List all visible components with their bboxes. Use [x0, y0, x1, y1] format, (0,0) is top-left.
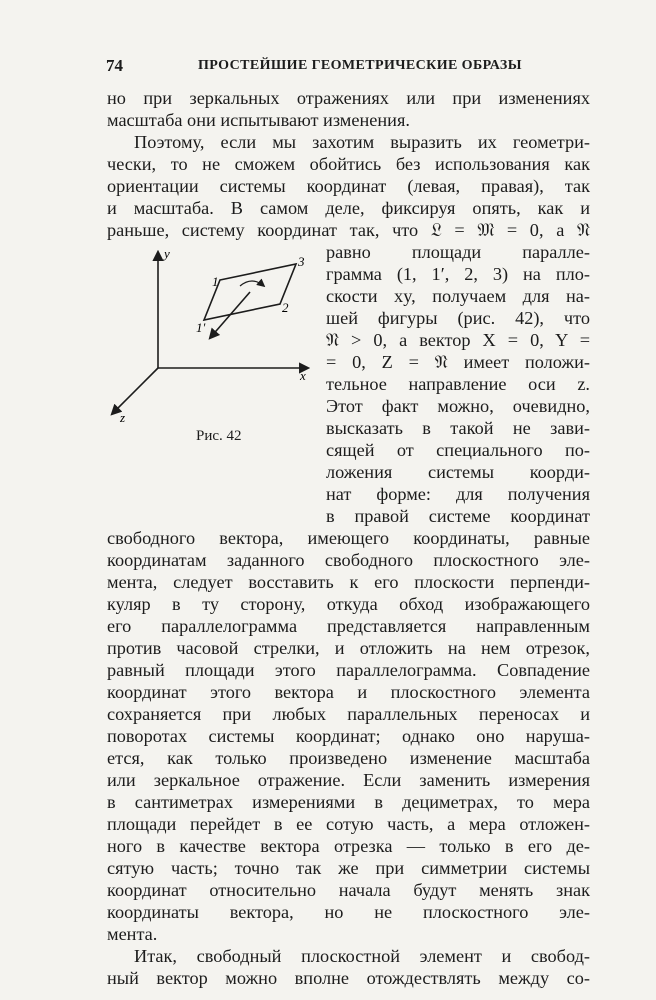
- text-line: мента.: [107, 924, 158, 944]
- text-line: против часовой стрелки, и отложить на нем отрезок,: [107, 638, 590, 658]
- text-line: координат относительно начала будут менять знак: [107, 880, 590, 900]
- text-line: ный вектор можно вполне отождествлять между со-: [107, 968, 590, 988]
- text-line: ориентации системы координат (левая, правая), так: [107, 176, 590, 196]
- text-line: ется, как только произведено изменение масштаба: [107, 748, 590, 768]
- running-title: ПРОСТЕЙШИЕ ГЕОМЕТРИЧЕСКИЕ ОБРАЗЫ: [198, 58, 522, 73]
- z-axis: [112, 368, 158, 414]
- text-line: сятую часть; точно так же при симметрии системы: [107, 858, 590, 878]
- axis-z-label: z: [120, 410, 126, 425]
- page-header: [106, 56, 590, 80]
- text-line: скости xy, получаем для на-: [326, 286, 590, 306]
- figure-caption: Рис. 42: [196, 428, 242, 444]
- axis-y-label: y: [164, 246, 170, 261]
- text-line: его параллелограмма представляется направленным: [107, 616, 590, 636]
- text-line: масштаба они испытывают изменения.: [107, 110, 410, 130]
- text-line: ложения системы коорди-: [326, 462, 590, 482]
- text-line: высказать в такой не зави-: [326, 418, 590, 438]
- text-line: мента, следует восставить к его плоскости перпенди-: [107, 572, 590, 592]
- text-line: или зеркальное отражение. Если заменить измерения: [107, 770, 590, 790]
- vertex-1-prime-label: 1′: [196, 320, 206, 335]
- text-line: ного в качестве вектора отрезка — только в его де-: [107, 836, 590, 856]
- axis-x-label: x: [300, 368, 306, 383]
- text-line: раньше, систему координат так, что 𝔏 = 𝔐 = 0, а 𝔑: [107, 220, 590, 240]
- text-line: но при зеркальных отражениях или при изменениях: [107, 88, 590, 108]
- text-line: и масштаба. В самом деле, фиксируя опять, как и: [107, 198, 590, 218]
- text-line: в правой системе координат: [326, 506, 590, 526]
- text-line: нат форме: для получения: [326, 484, 590, 504]
- text-line: Поэтому, если мы захотим выразить их геометри-: [134, 132, 590, 152]
- vertex-2-label: 2: [282, 300, 289, 315]
- text-line: сящей от специального по-: [326, 440, 590, 460]
- text-line: Итак, свободный плоскостной элемент и свобод-: [134, 946, 590, 966]
- text-line: куляр в ту сторону, откуда обход изображающего: [107, 594, 590, 614]
- text-line: тельное направление оси z.: [326, 374, 590, 394]
- text-line: чески, то не сможем обойтись без использования как: [107, 154, 590, 174]
- text-line: 𝔑 > 0, а вектор X = 0, Y =: [326, 330, 590, 350]
- text-line: сохраняется при любых параллельных переносах и: [107, 704, 590, 724]
- text-line: координатам заданного свободного плоскостного эле-: [107, 550, 590, 570]
- text-line: Этот факт можно, очевидно,: [326, 396, 590, 416]
- page-number: 74: [106, 56, 123, 75]
- vertex-3-label: 3: [298, 254, 305, 269]
- text-line: свободного вектора, имеющего координаты, равные: [107, 528, 590, 548]
- text-line: грамма (1, 1′, 2, 3) на пло-: [326, 264, 590, 284]
- text-line: = 0, Z = 𝔑 имеет положи-: [326, 352, 590, 372]
- text-line: равный площади этого параллелограмма. Совпадение: [107, 660, 590, 680]
- vertex-1-label: 1: [212, 274, 219, 289]
- text-line: равно площади паралле-: [326, 242, 590, 262]
- text-line: площади перейдет в ее сотую часть, а мера отложен-: [107, 814, 590, 834]
- text-line: шей фигуры (рис. 42), что: [326, 308, 590, 328]
- text-line: координаты вектора, но не плоскостного эле-: [107, 902, 590, 922]
- normal-vector: [210, 292, 250, 338]
- text-line: в сантиметрах измерениями в дециметрах, то мера: [107, 792, 590, 812]
- text-line: поворотах системы координат; однако оно наруша-: [107, 726, 590, 746]
- text-line: координат этого вектора и плоскостного элемента: [107, 682, 590, 702]
